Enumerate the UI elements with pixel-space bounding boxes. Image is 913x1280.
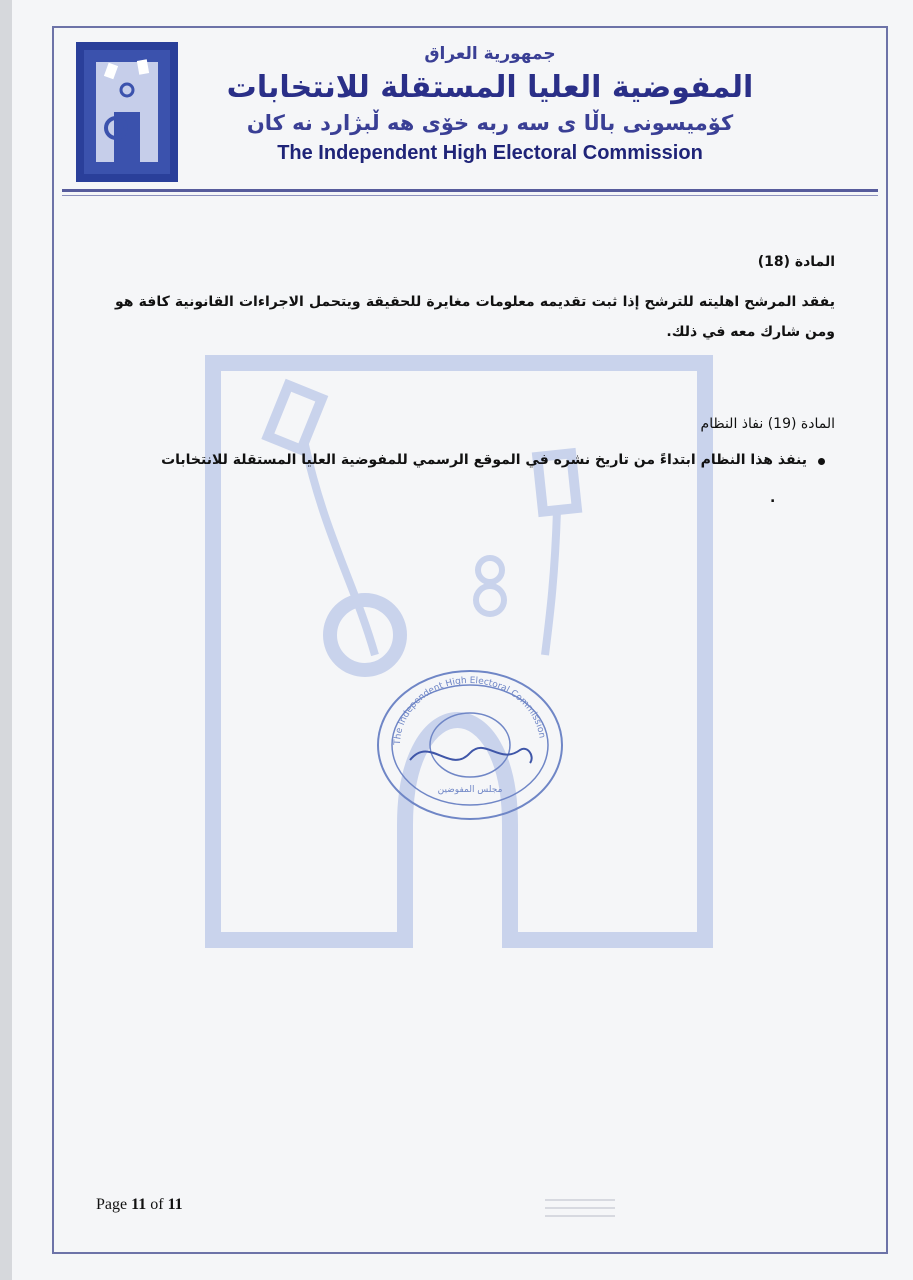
trailing-period: . — [770, 490, 776, 506]
letterhead-arabic-title: المفوضية العليا المستقلة للانتخابات — [226, 70, 754, 105]
article-18-text: يفقد المرشح اهليته للترشح إذا ثبت تقديمه معلومات مغايرة للحقيقة ويتحمل الاجراءات القانونية كافة هو ومن شارك معه في ذلك. — [115, 294, 835, 340]
stamp-outer-text: The Independent High Electoral Commission — [392, 675, 547, 746]
ihec-logo — [76, 42, 178, 182]
stamp-inner-text: مجلس المفوضين — [437, 785, 503, 795]
footer-total-pages: 11 — [167, 1196, 183, 1213]
bullet-marker — [818, 458, 825, 465]
article-19-title: المادة (19) نفاذ النظام — [700, 416, 835, 432]
header-rule-thin — [62, 195, 878, 196]
letterhead-english-title: The Independent High Electoral Commission — [277, 142, 703, 164]
footer-current-page: 11 — [131, 1196, 147, 1213]
signature-scribble — [410, 748, 532, 763]
official-stamp — [370, 665, 570, 825]
svg-text:The Independent High Electoral — [393, 676, 547, 746]
letterhead-country: جمهورية العراق — [424, 44, 556, 64]
header-rule-thick — [62, 189, 878, 192]
article-19-bullet — [115, 452, 835, 468]
article-18-title: المادة (18) — [757, 254, 835, 270]
letterhead — [200, 42, 780, 168]
footer-of-word: of — [150, 1196, 164, 1213]
footer-ruled-lines — [545, 1196, 615, 1226]
watermark-logo — [205, 355, 715, 950]
article-19-bullet-text: ينفذ هذا النظام ابتداءً من تاريخ نشره في الموقع الرسمي للمفوضية العليا المستقلة للانتخابات — [161, 452, 807, 468]
page-footer — [96, 1196, 183, 1214]
footer-page-word: Page — [96, 1196, 128, 1213]
letterhead-kurdish-title: كۆميسونى باڵا ى سه ربه خۆى هه ڵبژارد نه كان — [246, 111, 734, 135]
